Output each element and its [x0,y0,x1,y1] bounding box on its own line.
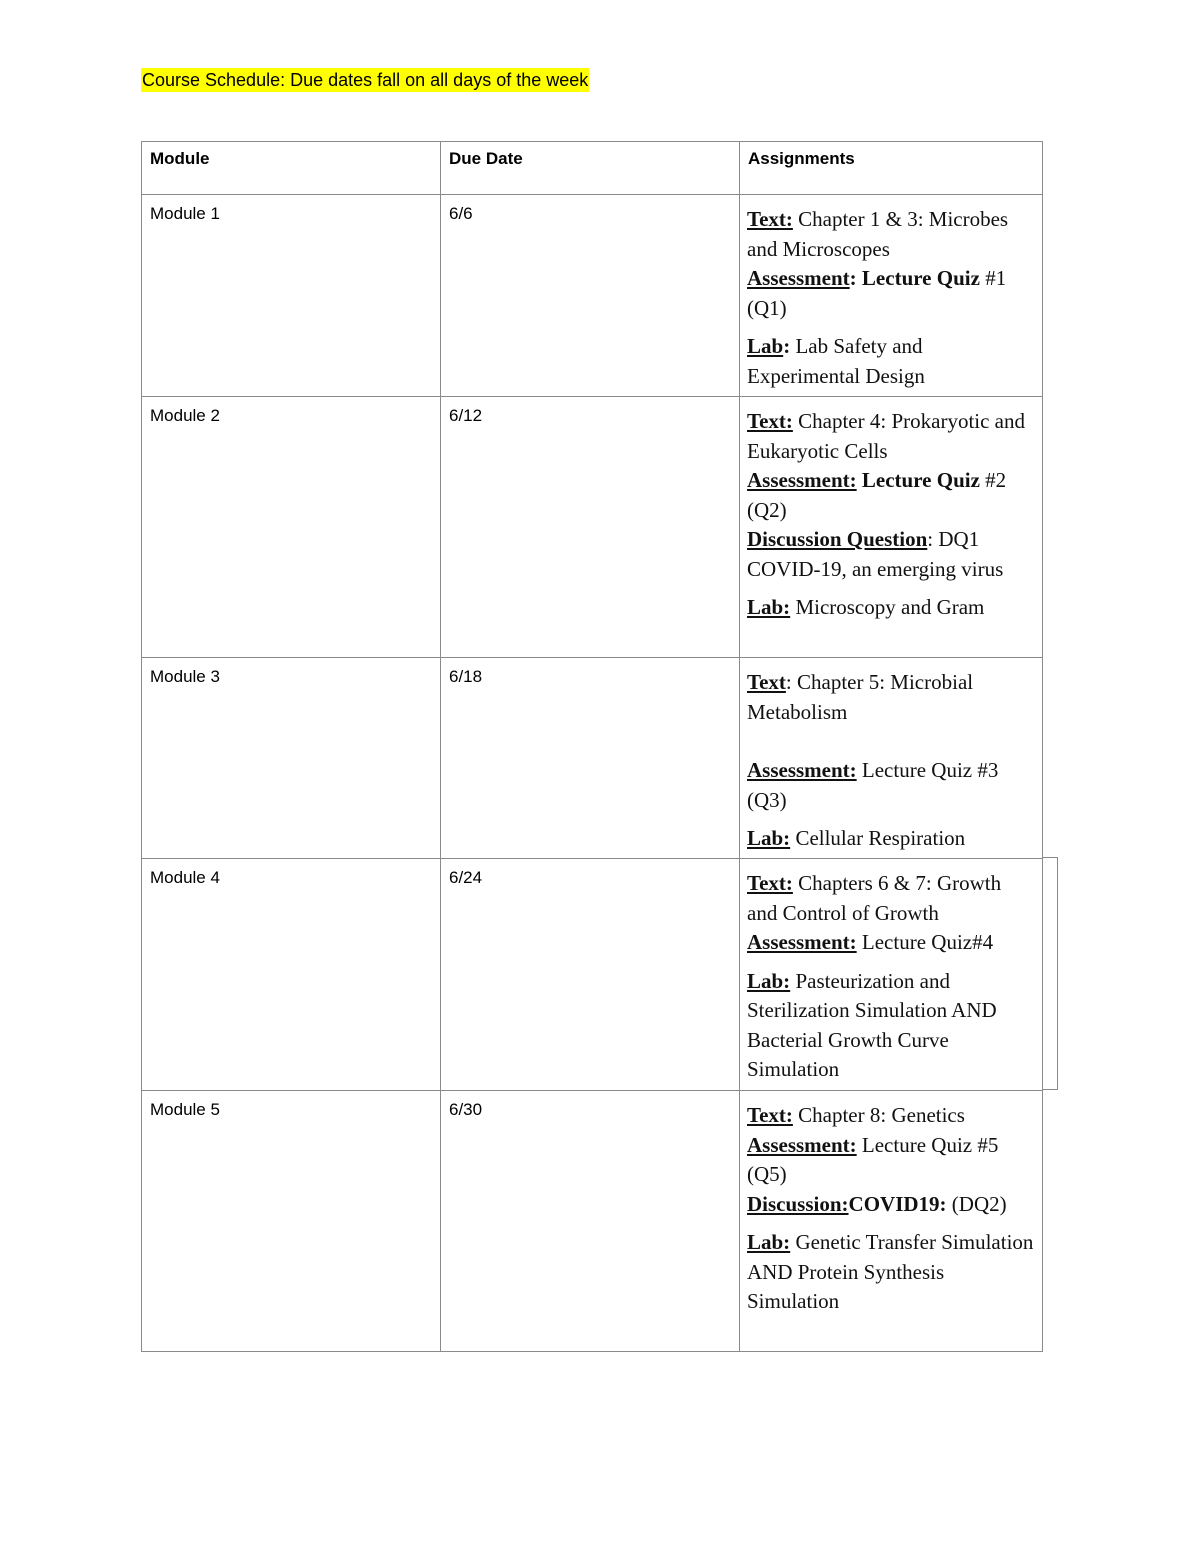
text-value: Chapter 4: Prokaryotic and Eukaryotic Cells [747,409,1025,463]
page-heading: Course Schedule: Due dates fall on all days of the week [142,70,589,90]
assessment-value: Lecture Quiz [856,468,980,492]
assessment-suffix: #2 (Q2) [747,468,1007,522]
assessment-label: Assessment: [747,468,857,492]
assessment-value: Lecture Quiz [861,266,980,290]
text-value: : Chapter 5: Microbial Metabolism [747,670,974,724]
table-row [142,397,1043,658]
module-cell: Module 1 [142,195,441,397]
text-line [747,668,1034,727]
lab-label: Lab: [747,826,791,850]
assignments-cell [740,658,1043,859]
assignments-cell [740,1091,1043,1352]
assessment-line [747,264,1034,323]
header-assignments: Assignments [740,142,1043,195]
lab-label: Lab [747,334,784,358]
lab-colon: : [783,334,791,358]
table-row [142,1091,1043,1352]
due-date-cell: 6/6 [441,195,740,397]
table-header-row [142,142,1043,195]
lab-line [747,967,1032,1085]
text-line [747,205,1034,264]
lab-line [747,824,1034,854]
discussion-value: COVID19: [848,1191,947,1216]
due-date-cell: 6/24 [441,859,740,1091]
blank-line [747,727,1034,756]
lab-value: Cellular Respiration [790,826,966,850]
assessment-value: Lecture Quiz#4 [856,930,994,954]
discussion-suffix: (DQ2) [946,1191,1007,1216]
discussion-label: Discussion Question [747,527,928,551]
text-value: Chapter 1 & 3: Microbes and Microscopes [747,207,1009,261]
assessment-value: Lecture Quiz #5 (Q5) [747,1132,999,1186]
assessment-suffix: #1 (Q1) [747,266,1007,320]
course-schedule-table [141,141,1043,1352]
due-date-cell: 6/18 [441,658,740,859]
header-due-date: Due Date [441,142,740,195]
text-label: Text: [747,1103,793,1127]
assessment-line [747,466,1034,525]
header-module: Module [142,142,441,195]
discussion-line [747,525,1034,584]
assessment-label: Assessment [747,266,850,290]
assessment-label: Assessment: [747,758,857,782]
due-date-cell: 6/30 [441,1091,740,1352]
module-cell: Module 3 [142,658,441,859]
text-label: Text: [747,871,793,895]
module-cell: Module 2 [142,397,441,658]
discussion-value: : DQ1 COVID-19, an emerging virus [747,527,1004,581]
module-cell: Module 5 [142,1091,441,1352]
assignments-content [747,869,1032,1085]
assessment-line [747,928,1032,958]
text-label: Text: [747,207,793,231]
lab-line [747,593,1034,623]
table-row [142,195,1043,397]
table-row [142,658,1043,859]
text-line [747,869,1032,928]
lab-line [747,1228,1034,1317]
module-cell: Module 4 [142,859,441,1091]
assignments-cell [740,195,1043,397]
text-label: Text: [747,409,793,433]
assessment-colon: : [849,266,862,290]
text-line [747,407,1034,466]
discussion-label: Discussion: [747,1191,849,1216]
due-date-cell: 6/12 [441,397,740,658]
lab-label: Lab: [747,968,791,993]
overflow-cell-border [1042,857,1058,1090]
lab-value: Lab Safety and Experimental Design [747,334,925,388]
assessment-line [747,756,1034,815]
lab-label: Lab: [747,1230,791,1254]
text-line [747,1101,1034,1131]
table-row [142,859,1043,1091]
lab-line [747,332,1034,391]
text-label: Text [747,670,786,694]
text-value: Chapters 6 & 7: Growth and Control of Growth [747,871,1002,925]
assignments-cell [740,859,1043,1091]
text-value: Chapter 8: Genetics [792,1103,965,1127]
assessment-line [747,1131,1034,1190]
lab-value: Genetic Transfer Simulation AND Protein Synthesis Simulation [747,1230,1034,1313]
lab-value: Pasteurization and Sterilization Simulation AND Bacterial Growth Curve Simulation [747,968,997,1081]
assessment-value: Lecture Quiz #3 (Q3) [747,758,999,812]
assessment-label: Assessment: [747,1132,857,1157]
assessment-label: Assessment: [747,930,857,954]
lab-label: Lab: [747,595,791,619]
discussion-line [747,1190,1034,1220]
lab-value: Microscopy and Gram [790,595,985,619]
assignments-cell [740,397,1043,658]
